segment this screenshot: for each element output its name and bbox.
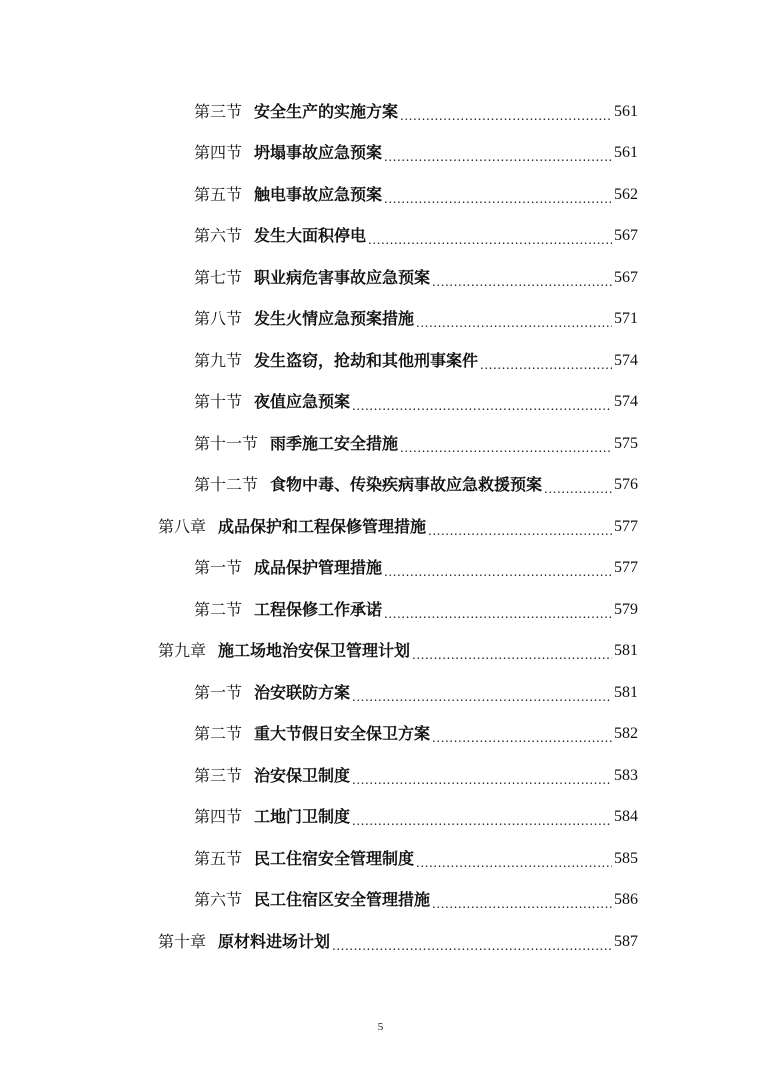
- toc-entry-number: 第三节: [194, 765, 243, 785]
- toc-leader-dots: [352, 812, 612, 828]
- toc-entry-page: 585: [614, 849, 638, 867]
- toc-entry-number: 第九节: [194, 350, 243, 370]
- toc-entry-page: 581: [614, 683, 638, 701]
- toc-entry-number: 第八章: [158, 516, 207, 536]
- toc-leader-dots: [352, 771, 612, 787]
- toc-leader-dots: [400, 107, 612, 123]
- toc-leader-dots: [352, 397, 612, 413]
- toc-leader-dots: [384, 190, 612, 206]
- toc-entry-page: 584: [614, 808, 638, 826]
- toc-entry[interactable]: [0, 880, 638, 922]
- toc-entry-page: 576: [614, 476, 638, 494]
- toc-entry-title: 发生火情应急预案措施: [254, 309, 415, 329]
- toc-entry-number: 第五节: [194, 848, 243, 868]
- toc-entry-page: 582: [614, 725, 638, 743]
- toc-entry[interactable]: [0, 174, 638, 216]
- toc-entry-number: 第二节: [194, 724, 243, 744]
- toc-entry-page: 577: [614, 517, 638, 535]
- toc-entry[interactable]: [0, 672, 638, 714]
- toc-entry-page: 575: [614, 434, 638, 452]
- toc-entry[interactable]: [0, 589, 638, 631]
- toc-entry-page: 574: [614, 393, 638, 411]
- toc-entry[interactable]: [0, 91, 638, 133]
- toc-leader-dots: [432, 895, 612, 911]
- toc-leader-dots: [400, 439, 612, 455]
- toc-entry-title: 治安联防方案: [254, 682, 351, 702]
- toc-entry[interactable]: [0, 382, 638, 424]
- toc-leader-dots: [416, 314, 612, 330]
- toc-entry-number: 第六节: [194, 226, 243, 246]
- toc-entry[interactable]: [0, 465, 638, 507]
- toc-entry[interactable]: [0, 797, 638, 839]
- toc-entry[interactable]: [0, 838, 638, 880]
- toc-entry[interactable]: [0, 714, 638, 756]
- toc-leader-dots: [480, 356, 612, 372]
- toc-chapter-entry[interactable]: [0, 506, 638, 548]
- toc-leader-dots: [384, 605, 612, 621]
- toc-entry-title: 原材料进场计划: [218, 931, 331, 951]
- toc-entry-number: 第十节: [194, 392, 243, 412]
- toc-entry-page: 571: [614, 310, 638, 328]
- toc-entry-number: 第十章: [158, 931, 207, 951]
- toc-leader-dots: [432, 273, 612, 289]
- toc-chapter-entry[interactable]: [0, 921, 638, 963]
- toc-leader-dots: [416, 854, 612, 870]
- toc-entry-title: 雨季施工安全措施: [270, 433, 399, 453]
- table-of-contents: [0, 91, 761, 963]
- toc-entry-title: 发生盗窃，抢劫和其他刑事案件: [254, 350, 479, 370]
- toc-entry-page: 561: [614, 144, 638, 162]
- toc-entry-title: 安全生产的实施方案: [254, 101, 399, 121]
- toc-entry-title: 施工场地治安保卫管理计划: [218, 641, 411, 661]
- toc-entry-page: 581: [614, 642, 638, 660]
- toc-leader-dots: [384, 563, 612, 579]
- toc-entry-title: 食物中毒、传染疾病事故应急救援预案: [270, 475, 543, 495]
- toc-leader-dots: [544, 480, 612, 496]
- toc-entry-title: 职业病危害事故应急预案: [254, 267, 431, 287]
- toc-entry-page: 583: [614, 766, 638, 784]
- toc-entry-title: 工程保修工作承诺: [254, 599, 383, 619]
- toc-entry-page: 577: [614, 559, 638, 577]
- toc-entry-page: 586: [614, 891, 638, 909]
- toc-leader-dots: [384, 148, 612, 164]
- toc-leader-dots: [412, 646, 612, 662]
- toc-leader-dots: [368, 231, 612, 247]
- toc-entry-number: 第八节: [194, 309, 243, 329]
- toc-entry-title: 民工住宿安全管理制度: [254, 848, 415, 868]
- toc-leader-dots: [428, 522, 612, 538]
- toc-entry-title: 工地门卫制度: [254, 807, 351, 827]
- toc-entry-number: 第六节: [194, 890, 243, 910]
- toc-entry-page: 567: [614, 268, 638, 286]
- toc-entry[interactable]: [0, 299, 638, 341]
- toc-entry-number: 第十一节: [194, 433, 259, 453]
- toc-entry-page: 574: [614, 351, 638, 369]
- page-number-footer: 5: [377, 1021, 384, 1033]
- toc-entry-number: 第四节: [194, 807, 243, 827]
- toc-leader-dots: [432, 729, 612, 745]
- toc-entry-number: 第二节: [194, 599, 243, 619]
- toc-entry-page: 567: [614, 227, 638, 245]
- toc-entry-number: 第十二节: [194, 475, 259, 495]
- toc-entry-number: 第五节: [194, 184, 243, 204]
- toc-entry[interactable]: [0, 340, 638, 382]
- toc-leader-dots: [352, 688, 612, 704]
- toc-entry-page: 561: [614, 102, 638, 120]
- toc-entry-number: 第一节: [194, 682, 243, 702]
- toc-entry-title: 成品保护和工程保修管理措施: [218, 516, 427, 536]
- toc-entry[interactable]: [0, 216, 638, 258]
- toc-entry-number: 第一节: [194, 558, 243, 578]
- toc-entry-title: 夜值应急预案: [254, 392, 351, 412]
- toc-entry[interactable]: [0, 257, 638, 299]
- toc-entry-number: 第九章: [158, 641, 207, 661]
- toc-entry-title: 发生大面积停电: [254, 226, 367, 246]
- toc-chapter-entry[interactable]: [0, 631, 638, 673]
- toc-entry[interactable]: [0, 548, 638, 590]
- toc-entry-page: 587: [614, 932, 638, 950]
- toc-entry-number: 第四节: [194, 143, 243, 163]
- toc-entry-number: 第三节: [194, 101, 243, 121]
- toc-entry-page: 562: [614, 185, 638, 203]
- toc-entry[interactable]: [0, 133, 638, 175]
- toc-entry-page: 579: [614, 600, 638, 618]
- toc-entry-title: 民工住宿区安全管理措施: [254, 890, 431, 910]
- toc-entry-title: 触电事故应急预案: [254, 184, 383, 204]
- toc-entry-title: 治安保卫制度: [254, 765, 351, 785]
- toc-entry-title: 成品保护管理措施: [254, 558, 383, 578]
- toc-leader-dots: [332, 937, 612, 953]
- toc-entry-title: 坍塌事故应急预案: [254, 143, 383, 163]
- toc-entry-title: 重大节假日安全保卫方案: [254, 724, 431, 744]
- toc-entry[interactable]: [0, 755, 638, 797]
- toc-entry[interactable]: [0, 423, 638, 465]
- toc-entry-number: 第七节: [194, 267, 243, 287]
